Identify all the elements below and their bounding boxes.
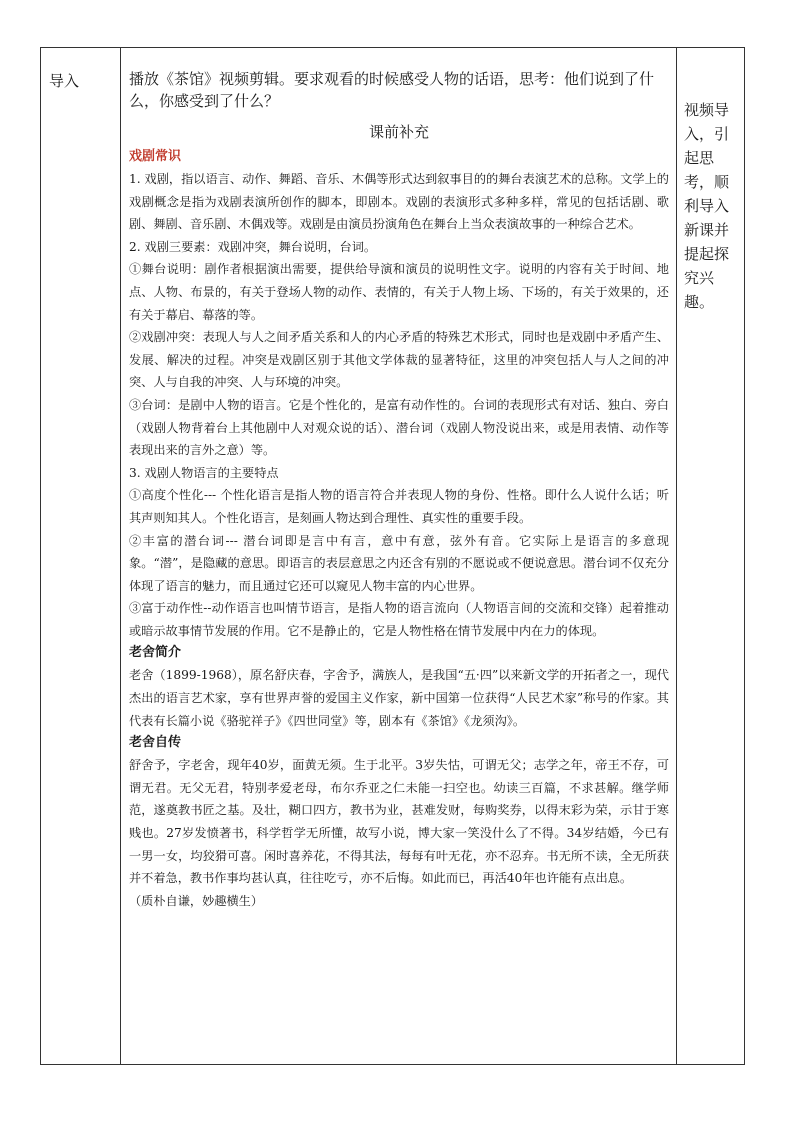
drama-paragraph: ②丰富的潜台词--- 潜台词即是言中有言，意中有意，弦外有音。它实际上是语言的多意现象。“潜”，是隐藏的意思。即语言的表层意思之内还含有别的不愿说或不便说意思。潜台词不仅充分体现了语言的魅力，而且通过它还可以窥见人物丰富的内心世界。 (129, 533, 669, 593)
drama-paragraph: ①舞台说明：剧作者根据演出需要，提供给导演和演员的说明性文字。说明的内容有关于时间、地点、人物、布景的，有关于登场人物的动作、表情的，有关于人物上场、下场的，有关于效果的，还有关于幕启、幕落的等。 (129, 262, 669, 322)
drama-paragraph: 2. 戏剧三要素：戏剧冲突，舞台说明，台词。 (129, 239, 377, 254)
intro-text: 播放《茶馆》视频剪辑。要求观看的时候感受人物的话语，思考：他们说到了什么，你感受到了什么？ (129, 70, 655, 110)
column-divider-left (120, 48, 121, 1064)
drama-paragraph: 1. 戏剧，指以语言、动作、舞蹈、音乐、木偶等形式达到叙事目的的舞台表演艺术的总称。文学上的戏剧概念是指为戏剧表演所创作的脚本，即剧本。戏剧的表演形式多种多样，常见的包括话剧、歌剧、舞剧、音乐剧、木偶戏等。戏剧是由演员扮演角色在舞台上当众表演故事的一种综合艺术。 (129, 172, 669, 232)
lesson-table (40, 47, 745, 1065)
bio-sign: （质朴自谦，妙趣横生） (129, 893, 264, 908)
drama-paragraph: ①高度个性化--- 个性化语言是指人物的语言符合并表现人物的身份、性格。即什么人说什么话；听其声则知其人。个性化语言，是刻画人物达到合理性、真实性的重要手段。 (129, 488, 669, 525)
drama-paragraph: ③台词：是剧中人物的语言。它是个性化的，是富有动作性的。台词的表现形式有对话、独白、旁白（戏剧人物背着台上其他剧中人对观众说的话）、潜台词（戏剧人物没说出来，或是用表情、动作等表现出来的言外之意）等。 (129, 397, 669, 458)
drama-paragraph: ③富于动作性--动作语言也叫情节语言，是指人物的语言流向（人物语言间的交流和交锋）起着推动或暗示故事情节发展的作用。它不是静止的，它是人物性格在情节发展中内在力的体现。 (129, 601, 669, 638)
laoshe-intro: 老舍（1899-1968），原名舒庆春，字舍予，满族人，是我国“五·四”以来新文学的开拓者之一，现代杰出的语言艺术家，享有世界声誉的爱国主义作家，新中国第一位获得“人民艺术家”称号的作家。其代表有长篇小说《骆驼祥子》《四世同堂》等，剧本有《茶馆》《龙须沟》。 (129, 668, 669, 728)
section-title: 课前补充 (368, 123, 429, 141)
bio-text: 舒舍予，字老舍，现年40岁，面黄无须。生于北平。3岁失怙，可谓无父；志学之年，帝王不存，可谓无君。无父无君，特别孝爱老母，布尔乔亚之仁未能一扫空也。幼读三百篇，不求甚解。继学师范，遂奠教书匠之基。及壮，糊口四方，教书为业，甚难发财，每购奖券，以得末彩为荣，示甘于寒贱也。27岁发愤著书，科学哲学无所懂，故写小说，博大家一笑没什么了不得。34岁结婚，今已有一男一女，均狡猾可喜。闲时喜养花，不得其法，每每有叶无花，亦不忍弃。书无所不读，全无所获并不着急，教书作事均甚认真，往往吃亏，亦不后悔。如此而已，再活40年也许能有点出息。 (129, 758, 669, 886)
column-divider-right (676, 48, 677, 1064)
drama-paragraph: ②戏剧冲突：表现人与人之间矛盾关系和人的内心矛盾的特殊艺术形式，同时也是戏剧中矛盾产生、发展、解决的过程。冲突是戏剧区别于其他文学体裁的显著特征，这里的冲突包括人与人之间的冲突、人与自我的冲突、人与环境的冲突。 (129, 330, 669, 390)
bio-heading: 老舍自传 (129, 735, 182, 751)
drama-heading: 戏剧常识 (129, 149, 182, 164)
stage-label: 导入 (49, 72, 80, 90)
main-content (129, 68, 669, 912)
laoshe-heading: 老舍简介 (129, 645, 182, 661)
side-note: 视频导入，引起思考，顺利导入新课并提起探究兴趣。 (684, 101, 730, 311)
drama-paragraph: 3. 戏剧人物语言的主要特点 (129, 465, 279, 480)
